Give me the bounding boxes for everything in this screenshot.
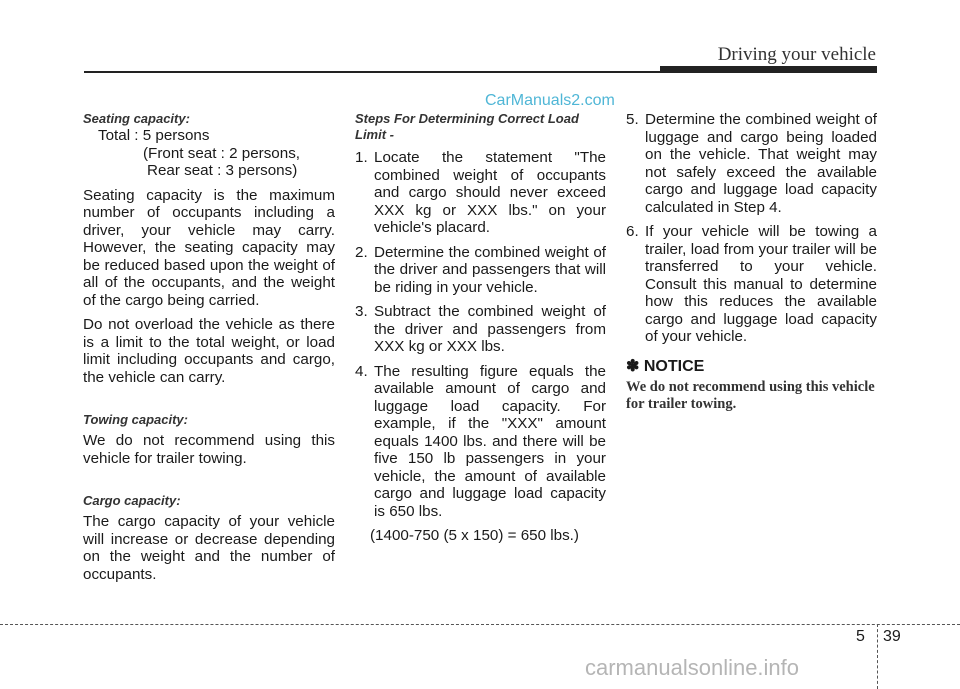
load-formula: (1400-750 (5 x 150) = 650 lbs.) [370, 527, 579, 544]
overload-paragraph: Do not overload the vehicle as there is a limit to the total weight, or load limit including occupants and cargo, the vehicle can carry. [83, 316, 335, 386]
header-rule-thin [84, 71, 660, 73]
seating-capacity-heading: Seating capacity: [83, 111, 190, 126]
load-limit-steps [355, 149, 606, 520]
list-item: 4. The resulting figure equals the available amount of cargo and luggage load capacity. For example, if the "XXX" amount equals 1400 lbs. and there will be five 150 lb passengers in your vehicle, the amount of available cargo and luggage load capacity is 650 lbs. [355, 362, 606, 520]
column-middle [355, 111, 606, 545]
notice-title: ✽ NOTICE [626, 357, 705, 375]
seating-paragraph: Seating capacity is the maximum number of occupants including a driver, your vehicle may carry. However, the seating capacity may be reduced based upon the weight of all of the occupants, and the weight of the cargo being carried. [83, 186, 335, 309]
cargo-paragraph: The cargo capacity of your vehicle will increase or decrease depending on the weight and the number of occupants. [83, 513, 335, 583]
watermark-top: CarManuals2.com [485, 92, 615, 109]
list-item: 3. Subtract the combined weight of the driver and passengers from XXX kg or XXX lbs. [355, 303, 606, 355]
column-left [83, 111, 335, 583]
page-header-title: Driving your vehicle [717, 44, 876, 65]
list-item: 1. Locate the statement "The combined weight of occupants and cargo should never exceed XXX kg or XXX lbs." on your vehicle's placard. [355, 149, 606, 236]
header-rule-thick [660, 66, 877, 73]
list-item: 5. Determine the combined weight of luggage and cargo being loaded on the vehicle. That weight may not safely exceed the available cargo and luggage load capacity calculated in Step 4. [626, 111, 877, 216]
section-number: 5 [856, 628, 865, 645]
footer-page-divider [877, 624, 878, 689]
load-limit-heading: Steps For Determining Correct Load Limit - [355, 111, 579, 142]
list-item: 6. If your vehicle will be towing a trailer, load from your trailer will be transferred to your vehicle. Consult this manual to determine how this reduces the available cargo and luggage load capacity of your vehicle. [626, 223, 877, 345]
notice-text: We do not recommend using this vehicle for trailer towing. [626, 379, 875, 412]
column-right [626, 111, 877, 413]
seating-rear-line: Rear seat : 3 persons) [147, 162, 298, 179]
footer-divider [0, 624, 960, 625]
list-item: 2. Determine the combined weight of the driver and passengers that will be riding in your vehicle. [355, 243, 606, 296]
towing-paragraph: We do not recommend using this vehicle for trailer towing. [83, 432, 335, 467]
towing-capacity-heading: Towing capacity: [83, 412, 188, 427]
seating-total-line: Total : 5 persons [98, 127, 210, 144]
load-limit-steps-continued [626, 111, 877, 346]
watermark-bottom: carmanualsonline.info [585, 655, 800, 680]
cargo-capacity-heading: Cargo capacity: [83, 493, 181, 508]
page-number: 39 [883, 628, 901, 645]
seating-front-line: (Front seat : 2 persons, [143, 144, 301, 162]
